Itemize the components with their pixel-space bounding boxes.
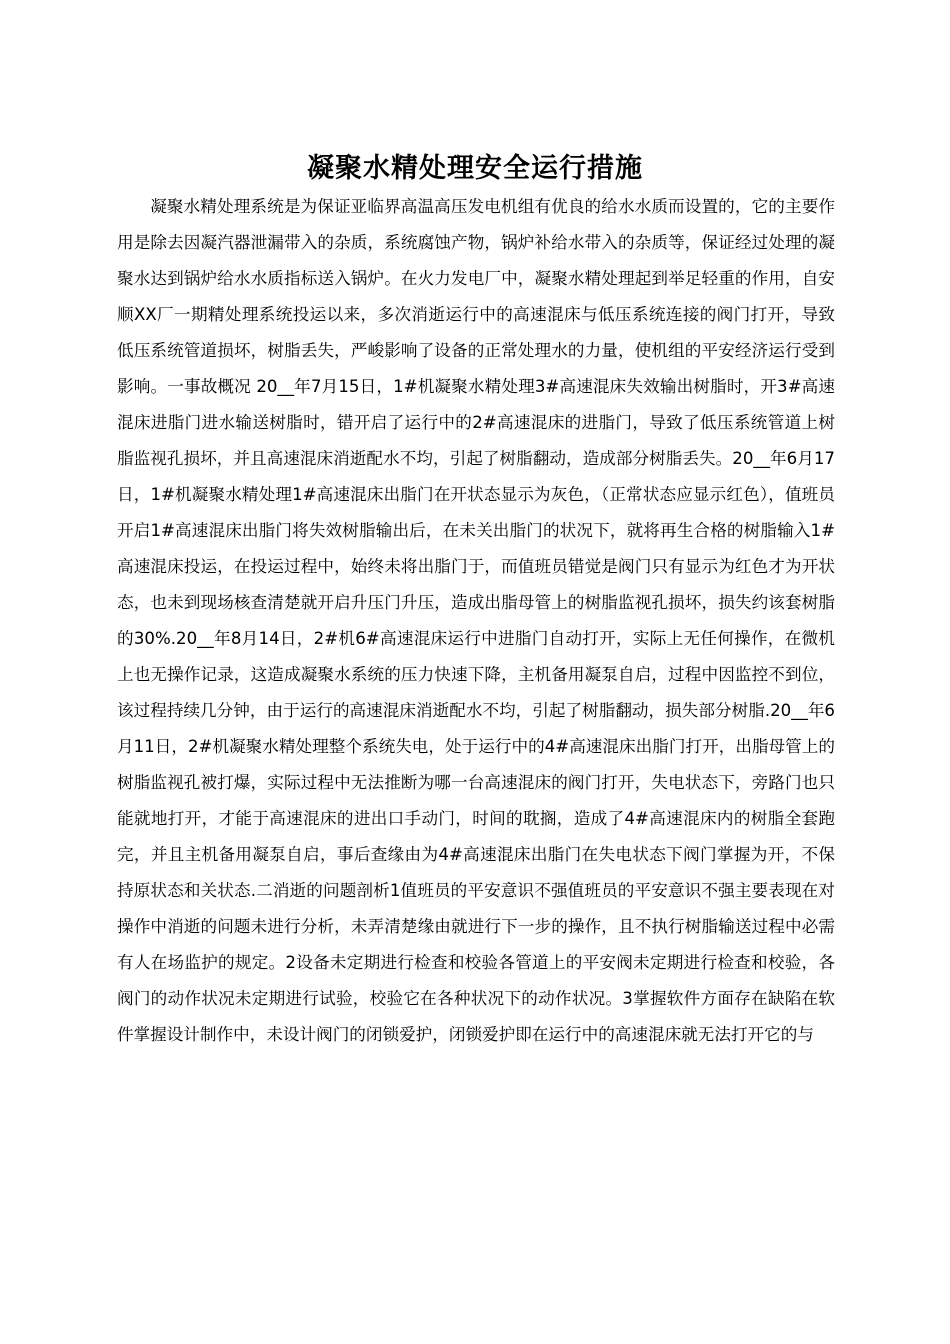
document-body-paragraph: 凝聚水精处理系统是为保证亚临界高温高压发电机组有优良的给水水质而设置的，它的主要作用是除去因凝汽器泄漏带入的杂质，系统腐蚀产物，锅炉补给水带入的杂质等，保证经过处理的凝聚水达到锅炉给水水质指标送入锅炉。在火力发电厂中，凝聚水精处理起到举足轻重的作用，自安顺XX厂一期精处理系统投运以来，多次消逝运行中的高速混床与低压系统连接的阀门打开，导致低压系统管道损坏，树脂丢失，严峻影响了设备的正常处理水的力量，使机组的平安经济运行受到影响。一事故概况 20__年7月15日，1#机凝聚水精处理3#高速混床失效输出树脂时，开3#高速混床进脂门进水输送树脂时，错开启了运行中的2#高速混床的进脂门，导致了低压系统管道上树脂监视孔损坏，并且高速混床消逝配水不均，引起了树脂翻动，造成部分树脂丢失。20__年6月17日，1#机凝聚水精处理1#高速混床出脂门在开状态显示为灰色，（正常状态应显示红色），值班员开启1#高速混床出脂门将失效树脂输出后，在未关出脂门的状况下，就将再生合格的树脂输入1#高速混床投运，在投运过程中，始终未将出脂门于，而值班员错觉是阀门只有显示为红色才为开状态，也未到现场核查清楚就开启升压门升压，造成出脂母管上的树脂监视孔损坏，损失约该套树脂的30%.20__年8月14日，2#机6#高速混床运行中进脂门自动打开，实际上无任何操作，在微机上也无操作记录，这造成凝聚水系统的压力快速下降，主机备用凝泵自启，过程中因监控不到位，该过程持续几分钟，由于运行的高速混床消逝配水不均，引起了树脂翻动，损失部分树脂.20__年6月11日，2#机凝聚水精处理整个系统失电，处于运行中的4#高速混床出脂门打开，出脂母管上的树脂监视孔被打爆，实际过程中无法推断为哪一台高速混床的阀门打开，失电状态下，旁路门也只能就地打开，才能于高速混床的进出口手动门，时间的耽搁，造成了4#高速混床内的树脂全套跑完，并且主机备用凝泵自启，事后查缘由为4#高速混床出脂门在失电状态下阀门掌握为开，不保持原状态和关状态.二消逝的问题剖析1值班员的平安意识不强值班员的平安意识不强主要表现在对操作中消逝的问题未进行分析，未弄清楚缘由就进行下一步的操作，且不执行树脂输送过程中必需有人在场监护的规定。2设备未定期进行检查和校验各管道上的平安阀未定期进行检查和校验，各阀门的动作状况未定期进行试验，校验它在各种状况下的动作状况。3掌握软件方面存在缺陷在软件掌握设计制作中，未设计阀门的闭锁爱护，闭锁爱护即在运行中的高速混床就无法打开它的与 [117, 197, 835, 1044]
document-title: 凝聚水精处理安全运行措施 [307, 153, 643, 185]
